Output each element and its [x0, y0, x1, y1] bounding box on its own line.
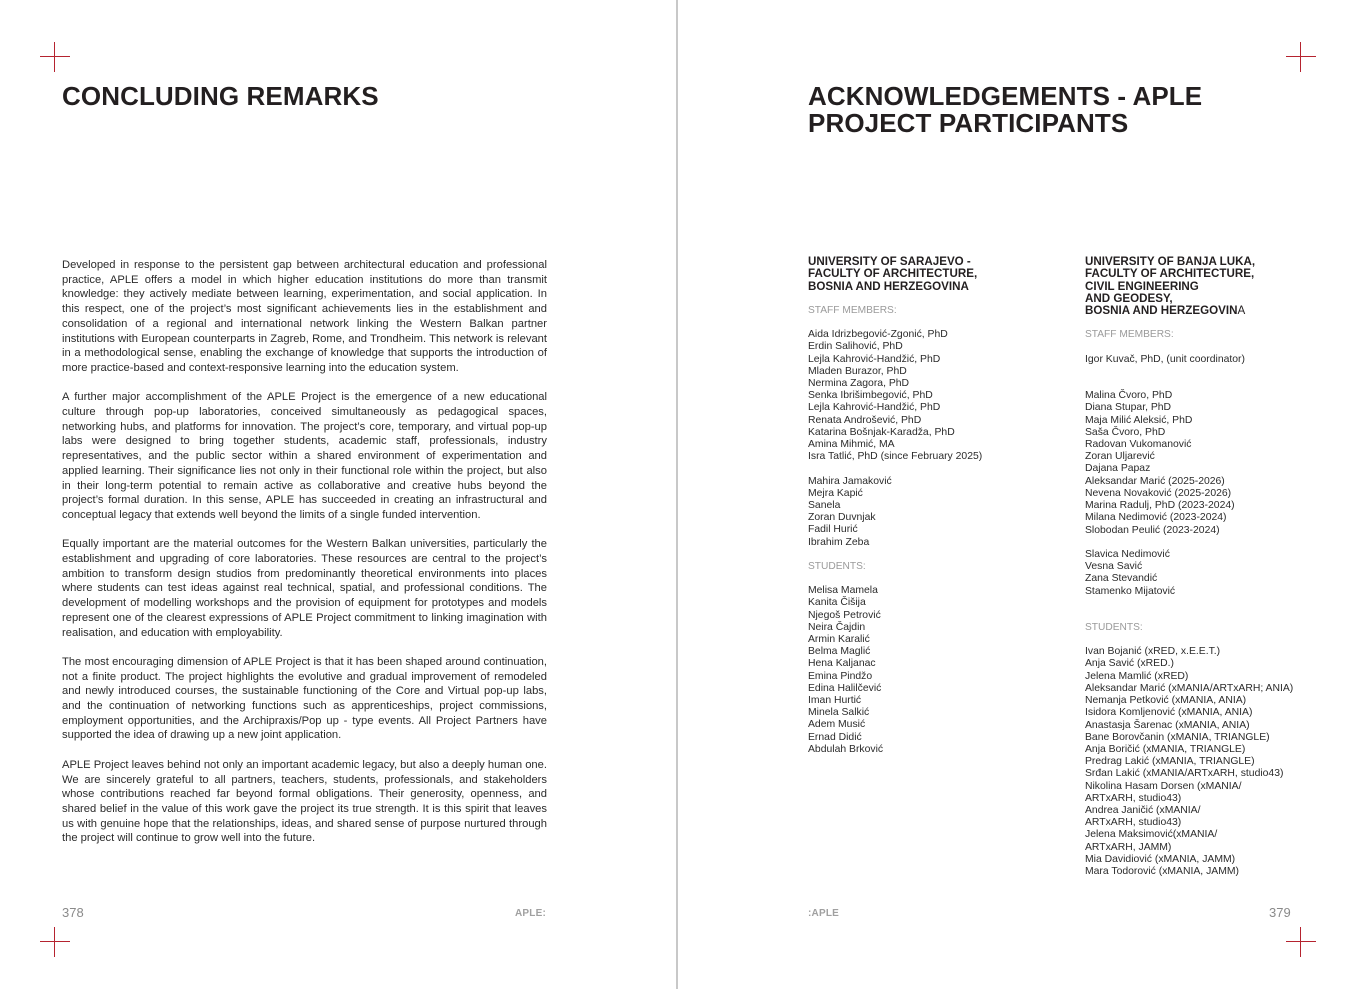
list-item: Ivan Bojanić (xRED, x.E.E.T.) [1085, 646, 1221, 658]
list-item: Fadil Hurić [808, 524, 858, 536]
list-item: Radovan Vukomanović [1085, 439, 1192, 451]
list-item: Mara Todorović (xMANIA, JAMM) [1085, 865, 1239, 877]
university-title-line [1085, 305, 1325, 317]
list-item: Senka Ibrišimbegović, PhD [808, 390, 933, 402]
list-item: Mia Davidiović (xMANIA, JAMM) [1085, 853, 1236, 865]
university-title-text: BOSNIA AND HERZEGOVIN [1085, 304, 1238, 318]
list-item: Anja Savić (xRED.) [1085, 658, 1174, 670]
spacer [1085, 610, 1325, 622]
list-item: Kanita Čišija [808, 597, 866, 609]
list-item: Erdin Salihović, PhD [808, 341, 903, 353]
crop-mark-icon [40, 42, 70, 72]
university-title-line: CIVIL ENGINEERING [1085, 279, 1199, 293]
university-title-line: FACULTY OF ARCHITECTURE, [1085, 267, 1255, 281]
university-title-line: UNIVERSITY OF BANJA LUKA, [1085, 255, 1256, 268]
list-item: Nevena Novaković (2025-2026) [1085, 487, 1232, 499]
list-item: Nikolina Hasam Dorsen (xMANIA/ [1085, 780, 1242, 792]
page-number: 378 [62, 905, 84, 920]
university-title-line: BOSNIA AND HERZEGOVINA [808, 279, 969, 293]
paragraph: Developed in response to the persistent gap between architectural education and professional practice, APLE offers a model in which higher education institutions do more than transmit knowledge: they actively mediate between learning, experimentation, and social application. In this respect, one of the project’s most significant achievements lies in the establishment and consolidation of a regional and international network linking the Western Balkan partner institutions with European counterparts in Zagreb, Rome, and Trondheim. This network is relevant in a methodological sense, enabling the exchange of knowledge that supports the introduction of more practice-based and context-responsive learning into the education system. [62, 259, 547, 374]
staff-members-label: STAFF MEMBERS: [1085, 329, 1174, 341]
staff-list [808, 329, 1058, 463]
list-item: Iman Hurtić [808, 694, 862, 706]
list-item: Nermina Zagora, PhD [808, 377, 910, 389]
list-item: Marina Radulj, PhD (2023-2024) [1085, 500, 1235, 512]
list-item: Armin Karalić [808, 633, 870, 645]
list-item: Aida Idrizbegović-Zgonić, PhD [808, 329, 948, 341]
list-item: Bane Borovčanin (xMANIA, TRIANGLE) [1085, 731, 1270, 743]
list-item: Aleksandar Marić (2025-2026) [1085, 475, 1225, 487]
list-item: Anastasja Šarenac (xMANIA, ANIA) [1085, 719, 1250, 731]
university-title [808, 256, 1058, 293]
list-item: Maja Milić Aleksić, PhD [1085, 414, 1193, 426]
university-banja-luka-section [1085, 256, 1325, 890]
list-item: Anja Boričić (xMANIA, TRIANGLE) [1085, 743, 1246, 755]
list-item: Malina Čvoro, PhD [1085, 390, 1173, 402]
list-item: Jelena Mamlić (xRED) [1085, 670, 1189, 682]
list-item: Minela Salkić [808, 707, 870, 719]
staff-members-label: STAFF MEMBERS: [808, 304, 897, 316]
university-title-line: UNIVERSITY OF SARAJEVO - [808, 255, 971, 268]
list-item: Abdulah Brković [808, 743, 884, 755]
page-title: CONCLUDING REMARKS [62, 81, 379, 111]
list-item: Vesna Savić [1085, 561, 1143, 573]
list-item: Srđan Lakić (xMANIA/ARTxARH, studio43) [1085, 768, 1284, 780]
list-item: Lejla Kahrović-Handžić, PhD [808, 402, 941, 414]
university-title-line: AND GEODESY, [1085, 291, 1173, 305]
list-item: Lejla Kahrović-Handžić, PhD [808, 353, 941, 365]
list-item: Slavica Nedimović [1085, 548, 1170, 560]
spacer [1085, 378, 1325, 390]
list-item: Katarina Bošnjak-Karadža, PhD [808, 426, 955, 438]
list-item: Nemanja Petković (xMANIA, ANIA) [1085, 695, 1247, 707]
concluding-remarks-body [62, 258, 547, 861]
list-item: Belma Maglić [808, 646, 871, 658]
left-page [0, 0, 676, 989]
page-number: 379 [1269, 905, 1291, 920]
students-list [808, 585, 1058, 756]
paragraph: Equally important are the material outcomes for the Western Balkan universities, particularly the establishment and upgrading of core laboratories. These resources are central to the project’s ambition to transform design studios from predominantly theoretical environments into places where students can test ideas against real technical, spatial, and professional conditions. The development of modelling workshops and the provision of equipment for prototypes and models represent one of the clearest expressions of APLE Project commitment to linking imagination with realisation, and education with employability. [62, 538, 547, 639]
list-item: Isra Tatlić, PhD (since February 2025) [808, 451, 983, 463]
students-list [1085, 646, 1325, 878]
page-title-line: PROJECT PARTICIPANTS [808, 108, 1129, 138]
list-item: ARTxARH, studio43) [1085, 792, 1182, 804]
university-title-line: FACULTY OF ARCHITECTURE, [808, 267, 978, 281]
list-item: Ernad Didić [808, 731, 862, 743]
list-item: Adem Musić [808, 719, 866, 731]
list-item: Milana Nedimović (2023-2024) [1085, 512, 1227, 524]
university-title-text: A [1237, 304, 1246, 318]
crop-mark-icon [1286, 927, 1316, 957]
list-item: Emina Pindžo [808, 670, 873, 682]
page-title-line: ACKNOWLEDGEMENTS - APLE [808, 81, 1203, 111]
students-label: STUDENTS: [808, 560, 866, 572]
list-item: Sanela [808, 499, 841, 511]
list-item: Aleksandar Marić (xMANIA/ARTxARH; ANIA) [1085, 682, 1294, 694]
university-sarajevo-section [808, 256, 1058, 768]
list-item: Slobodan Peulić (2023-2024) [1085, 524, 1220, 536]
paragraph: The most encouraging dimension of APLE Project is that it has been shaped around continuation, not a finite product. The project highlights the evolutive and gradual improvement of remodeled and newly introduced courses, the sustainable functioning of the Core and Virtual pop-up labs, and the continuation of networking functions such as apprenticeships, project commissions, employment opportunities, and the Archipraxis/Pop up - type events. All Project Partners have supported the idea of drawing up a new joint application. [62, 655, 547, 742]
list-item: Edina Halilčević [808, 682, 882, 694]
list-item: Zana Stevandić [1085, 573, 1158, 585]
running-head: APLE: [515, 908, 546, 919]
list-item: Melisa Mamela [808, 585, 878, 597]
list-item: Zoran Uljarević [1085, 451, 1155, 463]
list-item: Predrag Lakić (xMANIA, TRIANGLE) [1085, 756, 1255, 768]
list-item: Mahira Jamaković [808, 475, 892, 487]
list-item: Saša Čvoro, PhD [1085, 426, 1166, 438]
list-item: Igor Kuvač, PhD, (unit coordinator) [1085, 353, 1245, 365]
university-title [1085, 256, 1325, 317]
staff-list [1085, 390, 1325, 536]
support-staff-list [1085, 549, 1325, 598]
list-item: Jelena Maksimović(xMANIA/ [1085, 829, 1218, 841]
list-item: Dajana Papaz [1085, 463, 1151, 475]
list-item: Mladen Burazor, PhD [808, 365, 907, 377]
page-title [808, 83, 1202, 137]
list-item: Mejra Kapić [808, 487, 863, 499]
paragraph: APLE Project leaves behind not only an important academic legacy, but also a deeply human one. We are sincerely grateful to all partners, teachers, students, professionals, and stakeholders whose contributions reached far beyond formal obligations. Their generosity, openness, and shared belief in the value of this work gave the project its true strength. It is this spirit that leaves us with genuine hope that the relationships, ideas, and shared sense of purpose nurtured through the project will continue to grow well into the future. [62, 758, 547, 845]
paragraph: A further major accomplishment of the APLE Project is the emergence of a new educational culture through pop-up laboratories, conceived simultaneously as pedagogical spaces, networking hubs, and platforms for innovation. The project’s core, temporary, and virtual pop-up labs were designed to bring together students, academic staff, professionals, industry representatives, and the public sector within a shared environment of experimentation and applied learning. Their significance lies not only in their functional role within the project, but also in their long-term potential to remain active as collaborative and creative hubs beyond the project’s formal duration. In this sense, APLE has succeeded in creating an infrastructural and conceptual legacy that extends well beyond the limits of a single funded intervention. [62, 391, 547, 521]
list-item: Neira Čajdin [808, 621, 866, 633]
list-item: Andrea Janičić (xMANIA/ [1085, 804, 1201, 816]
list-item: Njegoš Petrović [808, 609, 881, 621]
support-staff-list [808, 476, 1058, 549]
coordinator-list [1085, 354, 1325, 366]
crop-mark-icon [1286, 42, 1316, 72]
crop-mark-icon [40, 927, 70, 957]
list-item: Diana Stupar, PhD [1085, 402, 1172, 414]
list-item: Hena Kaljanac [808, 658, 876, 670]
running-head: :APLE [808, 908, 839, 919]
list-item: Zoran Duvnjak [808, 512, 876, 524]
list-item: ARTxARH, JAMM) [1085, 841, 1172, 853]
list-item: Amina Mihmić, MA [808, 438, 895, 450]
list-item: Isidora Komljenović (xMANIA, ANIA) [1085, 707, 1253, 719]
list-item: Renata Androšević, PhD [808, 414, 922, 426]
list-item: Ibrahim Zeba [808, 536, 870, 548]
list-item: Stamenko Mijatović [1085, 585, 1176, 597]
students-label: STUDENTS: [1085, 622, 1143, 634]
list-item: ARTxARH, studio43) [1085, 817, 1182, 829]
